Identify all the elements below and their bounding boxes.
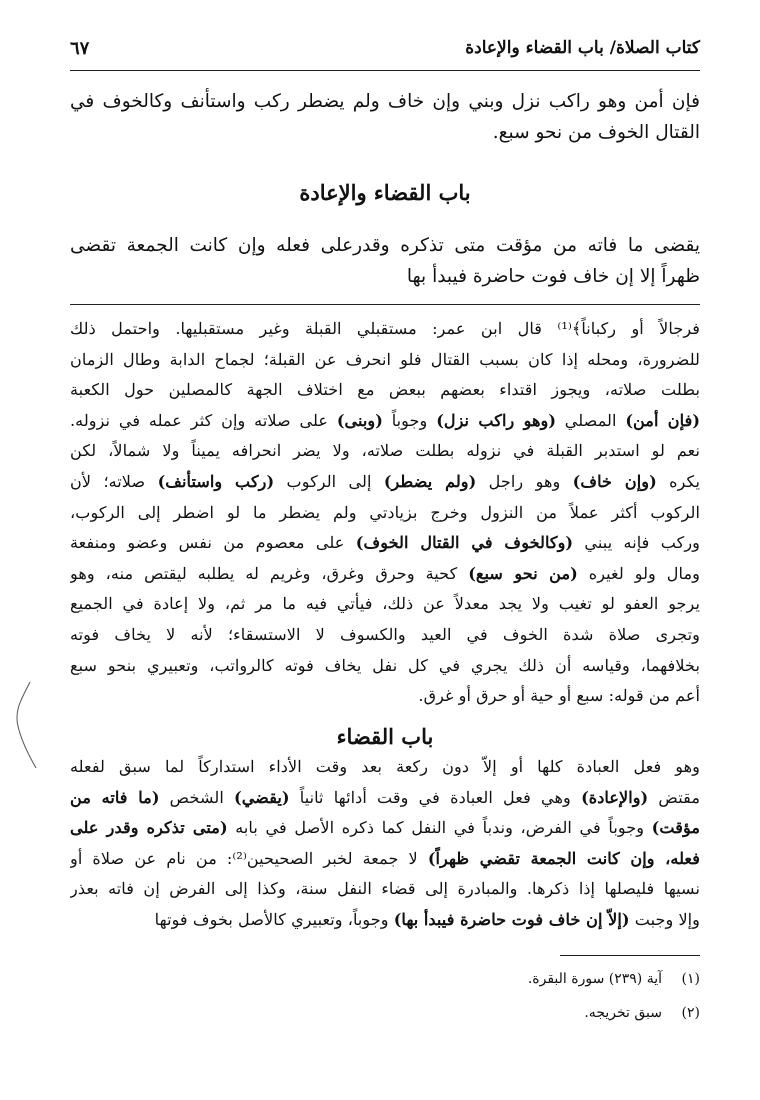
- commentary-line: ومال ولو لغيره (من نحو سبع) كحية وحرق وغرق، وغريم له يطلبه ليقتص منه، وهو: [70, 563, 700, 583]
- matn-line: القتال الخوف من نحو سبع.: [492, 122, 700, 143]
- footnote-1: [70, 962, 700, 996]
- commentary-line: بخلافهما، وقياسه أن ذلك يجري في كل نفل يخاف فوته كالرواتب، وتعبيري بنحو سبع: [70, 655, 700, 675]
- commentary-line: وتجرى صلاة شدة الخوف في العيد والكسوف لا الاستسقاء؛ لأنه لا يخاف فوته: [70, 624, 700, 644]
- footnotes: [70, 962, 700, 1030]
- running-head: كتاب الصلاة/ باب القضاء والإعادة: [465, 38, 700, 58]
- commentary-line: أعم من قوله: سبع أو حية أو حرق أو غرق.: [418, 686, 700, 706]
- matn-paragraph-qada: [70, 230, 700, 292]
- footnote-number: (١): [681, 971, 700, 987]
- commentary-line: نعم لو استدبر القبلة في نزوله بطلت صلاته، ولا يضر انحرافه يميناً ولا شمالاً، لكن: [70, 441, 700, 461]
- matn-line: ظهراً إلا إن خاف فوت حاضرة فيبدأ بها: [406, 266, 700, 287]
- commentary-line: بطلت صلاته، ويجوز اقتداء بعضهم ببعض مع اختلاف الجهة كالمصلين حول الكعبة: [70, 380, 700, 400]
- commentary-line: مقتض (والإعادة) وهي فعل العبادة في وقت أدائها ثانياً (يقضي) الشخص (ما فاته من: [70, 787, 700, 807]
- footnote-text: سبق تخريجه.: [584, 1005, 662, 1021]
- page-number: ٦٧: [70, 38, 90, 59]
- section-title-qada: باب القضاء: [336, 724, 434, 749]
- matn-paragraph-top: [70, 86, 700, 148]
- commentary-line: نسيها فليصلها إذا ذكرها. والمبادرة إلى قضاء النفل سنة، وكذا إلى الفرض إن فاته بعذر: [70, 879, 700, 899]
- commentary-block-2: [70, 752, 700, 936]
- commentary-line: مؤقت) وجوباً في الفرض، وندباً في النفل كما ذكره الأصل في بابه (متى تذكره وقدر على: [70, 818, 700, 838]
- commentary-line: (فإن أمن) المصلي (وهو راكب نزل) وجوباً (وبنى) على صلاته وإن كثر عمله في نزوله.: [70, 410, 700, 430]
- commentary-block-1: [70, 314, 700, 712]
- commentary-line: الركوب أكثر عملاً من النزول وخرج بزيادتي ولم يضطر ما لو اضطر إلى الركوب،: [70, 502, 700, 522]
- commentary-line: وإلا وجبت (إلاّ إن خاف فوت حاضرة فيبدأ بها) وجوباً، وتعبيري كالأصل بخوف فوتها: [154, 909, 700, 929]
- footnote-number: (٢): [681, 1005, 700, 1021]
- commentary-line: للضرورة، ومحله إذا كان بسبب القتال فلو انحرف عن القبلة؛ لجماح الدابة وطال الزمان: [70, 349, 700, 369]
- commentary-line: وهو فعل العبادة كلها أو إلاّ دون ركعة بعد وقت الأداء استداركاً لما سبق لفعله: [70, 757, 700, 776]
- page-header: [70, 30, 700, 71]
- matn-line: يقضى ما فاته من مؤقت متى تذكره وقدرعلى فعله وإن كانت الجمعة تقضى: [70, 235, 700, 256]
- commentary-line: يرجو العفو لو تغيب ولا يجد معدلاً عن ذلك، فيأتي فيه ما مر ثم، ولا إعادة في الجميع: [70, 594, 700, 614]
- section-title-qada-iada: باب القضاء والإعادة: [299, 180, 471, 205]
- footnote-2: [70, 996, 700, 1030]
- matn-sharh-divider: [70, 304, 700, 305]
- commentary-line: فرجالاً أو ركباناً﴾⁽¹⁾ قال ابن عمر: مستقبلي القبلة وغير مستقبليها. واحتمل ذلك: [70, 319, 700, 338]
- matn-line: فإن أمن وهو راكب نزل وبني وإن خاف ولم يضطر ركب واستأنف وكالخوف في: [70, 91, 700, 112]
- footnote-divider: [560, 955, 700, 956]
- commentary-line: وركب فإنه يبني (وكالخوف في القتال الخوف) على معصوم من نفس وعضو ومنفعة: [70, 533, 700, 553]
- margin-bracket-mark: [8, 680, 38, 770]
- commentary-line: فعله، وإن كانت الجمعة تقضي ظهراً) لا جمعة لخبر الصحيحين⁽²⁾: من نام عن صلاة أو: [70, 848, 700, 868]
- commentary-line: يكره (وإن خاف) وهو راجل (ولم يضطر) إلى الركوب (ركب واستأنف) صلاته؛ لأن: [70, 471, 700, 491]
- footnote-text: آية (٢٣٩) سورة البقرة.: [527, 971, 662, 987]
